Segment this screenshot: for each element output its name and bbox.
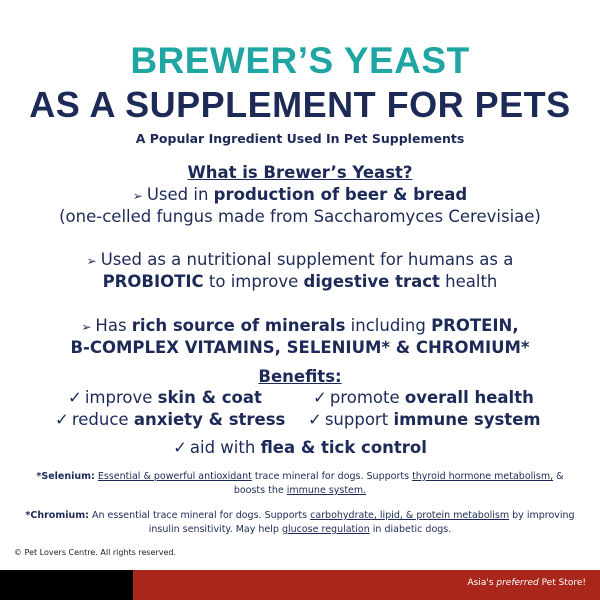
benefit-text: support xyxy=(324,410,394,429)
chromium-link-glucose[interactable]: glucose regulation xyxy=(281,524,370,535)
copyright: © Pet Lovers Centre. All rights reserved. xyxy=(14,548,177,557)
benefits-heading: Benefits: xyxy=(258,367,342,386)
selenium-text: & boosts the xyxy=(233,471,564,496)
benefit-item xyxy=(313,388,534,407)
point-1-text: Used in xyxy=(146,185,214,204)
point-3-pre: Has xyxy=(95,316,132,335)
selenium-link-antioxidant[interactable]: Essential & powerful antioxidant xyxy=(97,471,252,482)
benefit-item xyxy=(68,388,262,407)
point-2-line-1 xyxy=(0,249,600,272)
chromium-label: *Chromium: xyxy=(25,510,89,521)
point-1-bold: production of beer & bread xyxy=(213,185,468,204)
point-1 xyxy=(0,184,600,207)
point-2-mid: to improve xyxy=(203,272,304,291)
point-1-sub: (one-celled fungus made from Saccharomyces Cerevisiae) xyxy=(59,207,541,226)
arrow-icon: ➢ xyxy=(81,320,92,334)
check-icon: ✓ xyxy=(55,410,69,429)
chromium-link-metabolism[interactable]: carbohydrate, lipid, & protein metabolism xyxy=(310,510,510,521)
point-3-bold-1: rich source of minerals xyxy=(131,316,346,335)
benefit-item xyxy=(0,438,600,457)
selenium-link-immune[interactable]: immune system. xyxy=(286,485,367,496)
benefit-bold: flea & tick control xyxy=(260,438,427,457)
selenium-note xyxy=(20,470,580,498)
point-2-post: health xyxy=(439,272,498,291)
selenium-text: trace mineral for dogs. Supports xyxy=(251,471,413,482)
check-icon: ✓ xyxy=(308,410,322,429)
point-2-text: Used as a nutritional supplement for humans as a xyxy=(100,250,514,269)
check-icon: ✓ xyxy=(313,388,327,407)
point-3-bold-2: PROTEIN, xyxy=(431,316,519,335)
tagline-post: Pet Store! xyxy=(538,578,586,588)
benefit-text: improve xyxy=(84,388,158,407)
tagline-pre: Asia's xyxy=(467,578,497,588)
point-3-line-1 xyxy=(0,315,600,338)
benefit-bold: immune system xyxy=(393,410,541,429)
title-line-1: BREWER’S YEAST xyxy=(130,40,470,81)
benefit-text: aid with xyxy=(189,438,261,457)
point-3-line-2: B-COMPLEX VITAMINS, SELENIUM* & CHROMIUM* xyxy=(70,338,530,357)
benefit-bold: overall health xyxy=(404,388,534,407)
point-2-line-2 xyxy=(0,271,600,293)
what-heading-row xyxy=(0,162,600,184)
benefit-text: reduce xyxy=(71,410,134,429)
point-2-bold-1: PROBIOTIC xyxy=(102,272,204,291)
check-icon: ✓ xyxy=(68,388,82,407)
benefit-item xyxy=(308,410,541,429)
point-2-bold-2: digestive tract xyxy=(303,272,440,291)
subtitle: A Popular Ingredient Used In Pet Supplements xyxy=(135,131,465,146)
chromium-text: in diabetic dogs. xyxy=(369,524,452,535)
benefit-bold: anxiety & stress xyxy=(133,410,286,429)
benefit-item xyxy=(55,410,285,429)
benefits-heading-row xyxy=(0,366,600,388)
check-icon: ✓ xyxy=(173,438,187,457)
benefit-text: promote xyxy=(329,388,405,407)
arrow-icon: ➢ xyxy=(132,189,143,203)
what-heading: What is Brewer’s Yeast? xyxy=(187,163,413,182)
selenium-link-thyroid[interactable]: thyroid hormone metabolism, xyxy=(412,471,554,482)
title-line-2: AS A SUPPLEMENT FOR PETS xyxy=(29,84,571,125)
chromium-text: by improving insulin sensitivity. May help xyxy=(148,510,575,535)
point-3-mid: including xyxy=(345,316,432,335)
footer-tagline xyxy=(468,578,587,588)
chromium-note xyxy=(20,509,580,537)
footer-bar-left xyxy=(0,570,133,600)
chromium-text: An essential trace mineral for dogs. Supports xyxy=(88,510,311,521)
tagline-emphasis: preferred xyxy=(496,578,539,588)
benefit-bold: skin & coat xyxy=(157,388,262,407)
arrow-icon: ➢ xyxy=(86,254,97,268)
selenium-label: *Selenium: xyxy=(36,471,95,482)
